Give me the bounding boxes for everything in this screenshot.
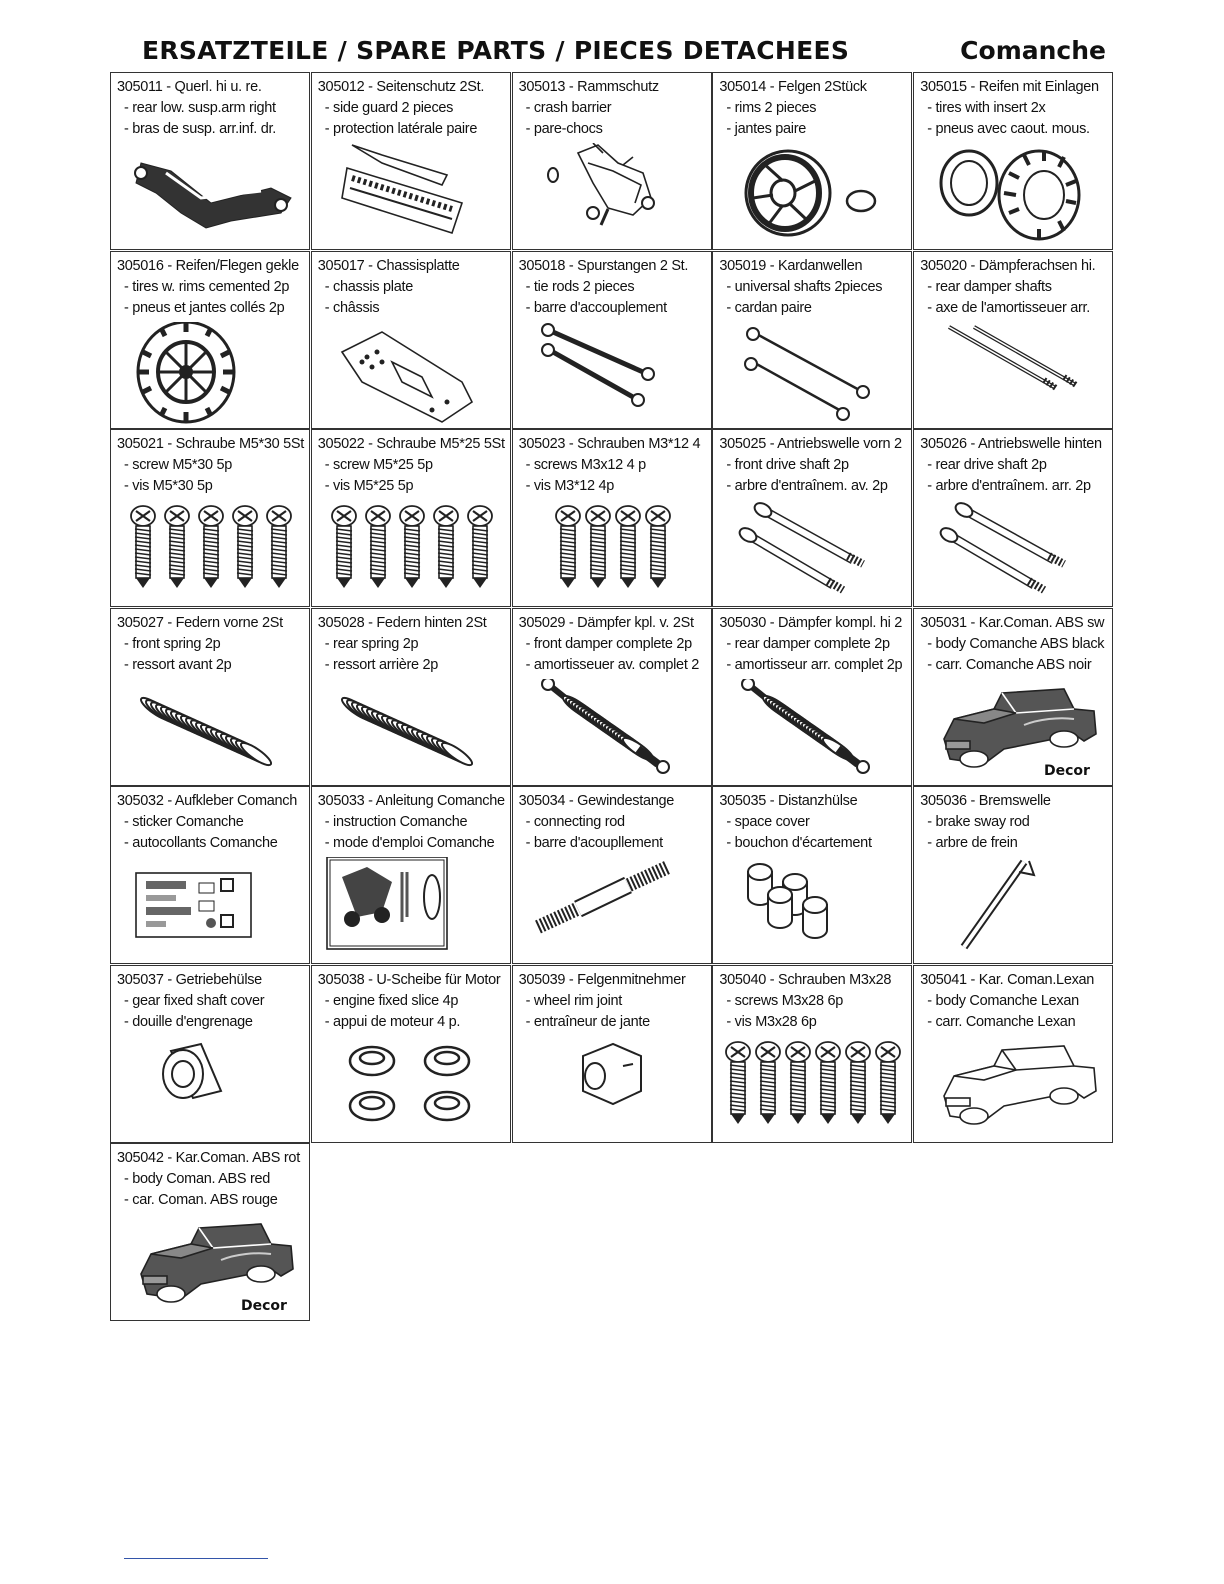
part-description: - screws M3x12 4 p bbox=[525, 457, 646, 473]
part-description: - tie rods 2 pieces bbox=[525, 278, 635, 295]
part-description: - body Comanche Lexan bbox=[927, 992, 1079, 1009]
part-cell bbox=[110, 1143, 310, 1321]
part-description: - arbre de frein bbox=[927, 835, 1018, 851]
part-number-label: 305042 - Kar.Coman. ABS rot bbox=[117, 1150, 300, 1166]
damper-icon bbox=[723, 679, 903, 783]
part-description: - barre d'acoupllement bbox=[525, 835, 663, 851]
part-cell bbox=[311, 429, 511, 607]
page-title: ERSATZTEILE / SPARE PARTS / PIECES DETACHEES bbox=[142, 36, 850, 65]
damper-icon bbox=[523, 679, 703, 783]
part-description: - rear spring 2p bbox=[324, 635, 419, 652]
hex-hub-icon bbox=[523, 1036, 703, 1140]
body-lexan-icon bbox=[924, 1036, 1104, 1140]
screw-5-icon bbox=[322, 500, 502, 604]
part-description: - screw M5*30 5p bbox=[124, 457, 233, 473]
part-cell bbox=[311, 608, 511, 786]
part-number-label: 305012 - Seitenschutz 2St. bbox=[317, 79, 485, 95]
model-name: Comanche bbox=[960, 36, 1106, 65]
part-cell bbox=[712, 965, 912, 1143]
footer-rule bbox=[124, 1558, 268, 1559]
part-description: - châssis bbox=[324, 299, 380, 316]
part-description: - amortisseuer av. complet 2 bbox=[525, 656, 700, 673]
part-number-label: 305015 - Reifen mit Einlagen bbox=[920, 79, 1099, 95]
part-number-label: 305041 - Kar. Coman.Lexan bbox=[920, 971, 1095, 988]
part-description: - barre d'accouplement bbox=[525, 299, 667, 316]
spacer-icon bbox=[723, 857, 903, 961]
part-number-label: 305018 - Spurstangen 2 St. bbox=[518, 257, 689, 274]
spring-icon bbox=[121, 679, 301, 783]
drive-shaft-icon bbox=[924, 500, 1104, 604]
part-description: - tires with insert 2x bbox=[927, 100, 1046, 116]
suspension-arm-icon bbox=[121, 143, 301, 247]
part-description: - carr. Comanche ABS noir bbox=[927, 656, 1092, 673]
part-description: - rear low. susp.arm right bbox=[124, 100, 276, 116]
part-description: - sticker Comanche bbox=[124, 814, 244, 830]
part-description: - rear drive shaft 2p bbox=[927, 457, 1047, 473]
part-number-label: 305020 - Dämpferachsen hi. bbox=[920, 257, 1096, 274]
part-description: - vis M3x28 6p bbox=[726, 1013, 817, 1030]
part-description: - body Comanche ABS black bbox=[927, 635, 1105, 652]
page-header bbox=[110, 36, 1114, 70]
body-decor-icon bbox=[924, 679, 1104, 783]
part-description: - vis M5*30 5p bbox=[124, 478, 213, 494]
part-description: - vis M5*25 5p bbox=[324, 478, 414, 494]
part-cell bbox=[110, 72, 310, 250]
body-decor-icon bbox=[121, 1214, 301, 1318]
part-description: - chassis plate bbox=[324, 278, 413, 295]
part-number-label: 305023 - Schrauben M3*12 4 bbox=[518, 436, 701, 452]
part-number-label: 305038 - U-Scheibe für Motor bbox=[317, 971, 501, 988]
part-cell bbox=[311, 965, 511, 1143]
part-description: - side guard 2 pieces bbox=[324, 100, 454, 116]
part-number-label: 305026 - Antriebswelle hinten bbox=[920, 436, 1102, 452]
part-cell bbox=[913, 251, 1113, 429]
screw-6-icon bbox=[723, 1036, 903, 1140]
part-cell bbox=[110, 965, 310, 1143]
part-description: - ressort arrière 2p bbox=[324, 656, 439, 673]
threaded-rod-icon bbox=[523, 857, 703, 961]
part-number-label: 305013 - Rammschutz bbox=[518, 79, 659, 95]
part-cell bbox=[311, 251, 511, 429]
part-description: - vis M3*12 4p bbox=[525, 478, 615, 494]
part-number-label: 305036 - Bremswelle bbox=[920, 793, 1051, 809]
part-cell bbox=[913, 608, 1113, 786]
part-description: - front spring 2p bbox=[124, 635, 221, 652]
part-description: - wheel rim joint bbox=[525, 992, 623, 1009]
part-number-label: 305019 - Kardanwellen bbox=[719, 257, 863, 274]
part-number-label: 305033 - Anleitung Comanche bbox=[317, 793, 505, 809]
part-description: - pneus et jantes collés 2p bbox=[124, 299, 285, 316]
part-cell bbox=[712, 786, 912, 964]
part-number-label: 305030 - Dämpfer kompl. hi 2 bbox=[719, 614, 903, 631]
part-cell bbox=[913, 429, 1113, 607]
part-description: - cardan paire bbox=[726, 299, 812, 316]
cardan-shaft-icon bbox=[723, 322, 903, 426]
part-description: - mode d'emploi Comanche bbox=[324, 835, 495, 851]
part-description: - universal shafts 2pieces bbox=[726, 278, 883, 295]
part-number-label: 305029 - Dämpfer kpl. v. 2St bbox=[518, 614, 694, 631]
part-description: - space cover bbox=[726, 814, 810, 830]
gear-sleeve-icon bbox=[121, 1036, 301, 1140]
part-description: - entraîneur de jante bbox=[525, 1013, 650, 1030]
part-description: - bouchon d'écartement bbox=[726, 835, 872, 851]
part-number-label: 305040 - Schrauben M3x28 bbox=[719, 971, 892, 988]
part-cell bbox=[512, 429, 712, 607]
part-description: - car. Coman. ABS rouge bbox=[124, 1192, 278, 1208]
part-description: - pare-chocs bbox=[525, 121, 603, 137]
wheel-icon bbox=[121, 322, 301, 426]
part-number-label: 305022 - Schraube M5*25 5St bbox=[317, 436, 505, 452]
part-description: - pneus avec caout. mous. bbox=[927, 121, 1090, 137]
part-number-label: 305021 - Schraube M5*30 5St bbox=[117, 436, 304, 452]
tire-insert-icon bbox=[924, 143, 1104, 247]
part-description: - screws M3x28 6p bbox=[726, 992, 843, 1009]
part-description: - rims 2 pieces bbox=[726, 100, 817, 116]
part-description: - front drive shaft 2p bbox=[726, 457, 849, 473]
part-description: - rear damper complete 2p bbox=[726, 635, 890, 652]
part-description: - brake sway rod bbox=[927, 814, 1030, 830]
part-number-label: 305017 - Chassisplatte bbox=[317, 257, 460, 274]
part-cell bbox=[913, 786, 1113, 964]
part-description: - front damper complete 2p bbox=[525, 635, 692, 652]
manual-icon bbox=[322, 857, 502, 961]
part-description: - screw M5*25 5p bbox=[324, 457, 433, 473]
part-description: - arbre d'entraînem. arr. 2p bbox=[927, 478, 1091, 494]
part-number-label: 305035 - Distanzhülse bbox=[719, 793, 858, 809]
part-description: - arbre d'entraînem. av. 2p bbox=[726, 478, 888, 494]
decor-label: Decor bbox=[1044, 762, 1091, 779]
part-description: - amortisseur arr. complet 2p bbox=[726, 656, 903, 673]
part-cell bbox=[712, 429, 912, 607]
part-number-label: 305031 - Kar.Coman. ABS sw bbox=[920, 614, 1105, 631]
part-description: - engine fixed slice 4p bbox=[324, 992, 459, 1009]
part-cell bbox=[512, 72, 712, 250]
sticker-sheet-icon bbox=[121, 857, 301, 961]
part-cell bbox=[512, 608, 712, 786]
part-cell bbox=[712, 608, 912, 786]
part-description: - axe de l'amortisseuer arr. bbox=[927, 299, 1090, 316]
part-cell bbox=[913, 72, 1113, 250]
part-cell bbox=[512, 251, 712, 429]
rim-icon bbox=[723, 143, 903, 247]
part-number-label: 305011 - Querl. hi u. re. bbox=[117, 79, 262, 95]
part-description: - appui de moteur 4 p. bbox=[324, 1013, 461, 1030]
part-description: - crash barrier bbox=[525, 100, 612, 116]
part-description: - connecting rod bbox=[525, 814, 625, 830]
part-number-label: 305032 - Aufkleber Comanch bbox=[117, 793, 298, 809]
part-number-label: 305039 - Felgenmitnehmer bbox=[518, 971, 686, 988]
part-description: - protection latérale paire bbox=[324, 121, 478, 137]
part-description: - body Coman. ABS red bbox=[124, 1171, 271, 1187]
part-description: - gear fixed shaft cover bbox=[124, 992, 265, 1009]
screw-4-icon bbox=[523, 500, 703, 604]
part-cell bbox=[712, 72, 912, 250]
chassis-plate-icon bbox=[322, 322, 502, 426]
drive-shaft-icon bbox=[723, 500, 903, 604]
part-number-label: 305025 - Antriebswelle vorn 2 bbox=[719, 436, 902, 452]
part-cell bbox=[110, 786, 310, 964]
part-number-label: 305014 - Felgen 2Stück bbox=[719, 79, 867, 95]
part-number-label: 305037 - Getriebehülse bbox=[117, 971, 262, 988]
part-cell bbox=[712, 251, 912, 429]
decor-label: Decor bbox=[241, 1298, 287, 1314]
part-description: - douille d'engrenage bbox=[124, 1013, 253, 1030]
part-description: - ressort avant 2p bbox=[124, 656, 232, 673]
tie-rod-icon bbox=[523, 322, 703, 426]
crash-barrier-icon bbox=[523, 143, 703, 247]
part-description: - jantes paire bbox=[726, 121, 807, 137]
part-number-label: 305016 - Reifen/Flegen gekle bbox=[117, 257, 299, 274]
side-guard-icon bbox=[322, 143, 502, 247]
part-cell bbox=[110, 429, 310, 607]
part-description: - rear damper shafts bbox=[927, 278, 1052, 295]
part-description: - bras de susp. arr.inf. dr. bbox=[124, 121, 276, 137]
part-cell bbox=[110, 608, 310, 786]
part-number-label: 305028 - Federn hinten 2St bbox=[317, 614, 487, 631]
part-description: - tires w. rims cemented 2p bbox=[124, 278, 290, 295]
part-cell bbox=[512, 965, 712, 1143]
part-cell bbox=[913, 965, 1113, 1143]
part-number-label: 305034 - Gewindestange bbox=[518, 793, 675, 809]
part-description: - autocollants Comanche bbox=[124, 835, 278, 851]
part-cell bbox=[311, 786, 511, 964]
damper-shaft-icon bbox=[924, 322, 1104, 426]
part-number-label: 305027 - Federn vorne 2St bbox=[117, 614, 283, 631]
brake-rod-icon bbox=[924, 857, 1104, 961]
part-cell bbox=[110, 251, 310, 429]
part-description: - carr. Comanche Lexan bbox=[927, 1013, 1076, 1030]
spring-icon bbox=[322, 679, 502, 783]
part-description: - instruction Comanche bbox=[324, 814, 468, 830]
washer-icon bbox=[322, 1036, 502, 1140]
screw-5-icon bbox=[121, 500, 301, 604]
part-cell bbox=[512, 786, 712, 964]
part-cell bbox=[311, 72, 511, 250]
